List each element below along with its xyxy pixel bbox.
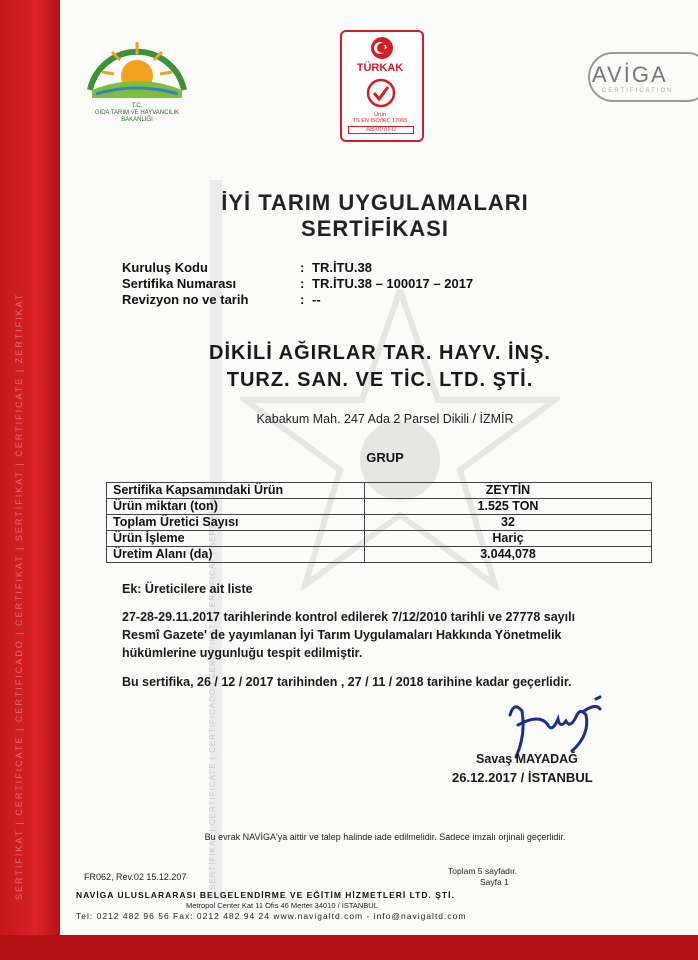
turkak-line1: Ürün (374, 112, 386, 118)
naviga-sub: CERTIFICATION (602, 88, 674, 94)
sun-fields-icon (82, 28, 192, 98)
page-number: Sayfa 1 (480, 877, 509, 887)
red-frame-bottom (0, 935, 698, 960)
certificate-title-line2: SERTİFİKASI (301, 216, 449, 241)
table-cell-value: ZEYTİN (365, 483, 652, 499)
ministry-line3: BAKANLIĞI (121, 117, 153, 123)
table-cell-value: 32 (365, 515, 652, 531)
table-cell-label: Toplam Üretici Sayısı (107, 515, 365, 531)
company-name-line1: DİKİLİ AĞIRLAR TAR. HAYV. İNŞ. (209, 342, 551, 364)
scope-table (106, 482, 652, 563)
check-circle-icon (366, 78, 396, 108)
table-cell-value: Hariç (365, 531, 652, 547)
field-value-revision: -- (312, 292, 321, 307)
table-row (107, 483, 652, 499)
field-sep-number: : (300, 276, 305, 291)
field-label-number: Sertifika Numarası (122, 276, 237, 291)
side-band-text: SERTİFİKAT | CERTIFICATE | CERTIFICADO | ZERTIFIKAT | CERTIFICAT | SERTİFİKAT (208, 492, 217, 890)
ministry-line2: GIDA TARIM VE HAYVANCILIK (94, 110, 180, 116)
field-value-number: TR.İTU.38 – 100017 – 2017 (312, 276, 474, 291)
turkak-code: AB-0070-U (348, 126, 414, 134)
certificate-document (60, 0, 698, 935)
total-pages: Toplam 5 sayfadır. (448, 866, 517, 876)
table-cell-label: Ürün miktarı (ton) (107, 499, 365, 515)
naviga-name: AVİGA (592, 62, 668, 87)
table-row (107, 515, 652, 531)
table-cell-label: Ürün İşleme (107, 531, 365, 547)
paragraph-line3: hükümlerine uygunluğu tespit edilmiştir. (122, 646, 363, 660)
company-name-line2: TURZ. SAN. VE TİC. LTD. ŞTİ. (226, 369, 534, 391)
table-cell-value: 3.044,078 (365, 547, 652, 563)
frame-edge-text: SERTİFİKAT | CERTIFICATE | CERTIFICADO | CERTIFIKAT | SERTİFİKAT | CERTIFICATE | ZERTIFIKAT (14, 292, 24, 900)
paragraph-line2: Resmî Gazete' de yayımlanan İyi Tarım Uygulamaları Hakkında Yönetmelik (122, 628, 562, 642)
turkak-logo (340, 30, 424, 142)
signatory-name: Savaş MAYADAĞ (476, 752, 578, 766)
table-cell-label: Üretim Alanı (da) (107, 547, 365, 563)
signatory-date-place: 26.12.2017 / İSTANBUL (452, 770, 593, 785)
table-row (107, 547, 652, 563)
naviga-logo (588, 52, 698, 112)
conformity-paragraph (122, 608, 667, 662)
company-address: Kabakum Mah. 247 Ada 2 Parsel Dikili / İZMİR (256, 412, 514, 426)
footer-company: NAVİGA ULUSLARARASI BELGELENDİRME VE EĞİTİM HİZMETLERİ LTD. ŞTİ. (76, 890, 455, 900)
table-cell-value: 1.525 TON (365, 499, 652, 515)
footer-contact: Tel: 0212 482 96 56 Fax: 0212 482 94 24 www.navigaltd.com - info@navigaltd.com (76, 911, 467, 921)
paragraph-line1: 27-28-29.11.2017 tarihlerinde kontrol edilerek 7/12/2010 tarihli ve 27778 sayılı (122, 610, 576, 624)
turkak-name: TÜRKAK (356, 62, 404, 74)
validity-statement: Bu sertifika, 26 / 12 / 2017 tarihinden , 27 / 11 / 2018 tarihine kadar geçerlidir. (122, 675, 572, 689)
table-row (107, 531, 652, 547)
annex-note: Ek: Üreticilere ait liste (122, 582, 253, 596)
ministry-line1: T.C. (131, 103, 143, 109)
form-code: FR062, Rev.02 15.12.207 (84, 872, 187, 882)
turkak-line2: TS EN ISO/IEC 17065 (352, 118, 408, 124)
certificate-title-line1: İYİ TARIM UYGULAMALARI (221, 190, 529, 215)
field-label-revision: Revizyon no ve tarih (122, 292, 249, 307)
field-label-code: Kuruluş Kodu (122, 260, 208, 275)
return-notice: Bu evrak NAVİGA'ya aittir ve talep halinde iade edilmelidir. Sadece imzalı orjinali geçerlidir. (204, 832, 566, 842)
field-sep-revision: : (300, 292, 305, 307)
crescent-star-icon (370, 36, 394, 60)
field-value-code: TR.İTU.38 (312, 260, 372, 275)
ministry-logo (82, 28, 192, 123)
table-row (107, 499, 652, 515)
field-sep-code: : (300, 260, 305, 275)
table-cell-label: Sertifika Kapsamındaki Ürün (107, 483, 365, 499)
footer-address: Metropol Center Kat 11 Ofis 46 Merter 34010 / İSTANBUL (186, 901, 378, 910)
group-label: GRUP (366, 450, 404, 465)
